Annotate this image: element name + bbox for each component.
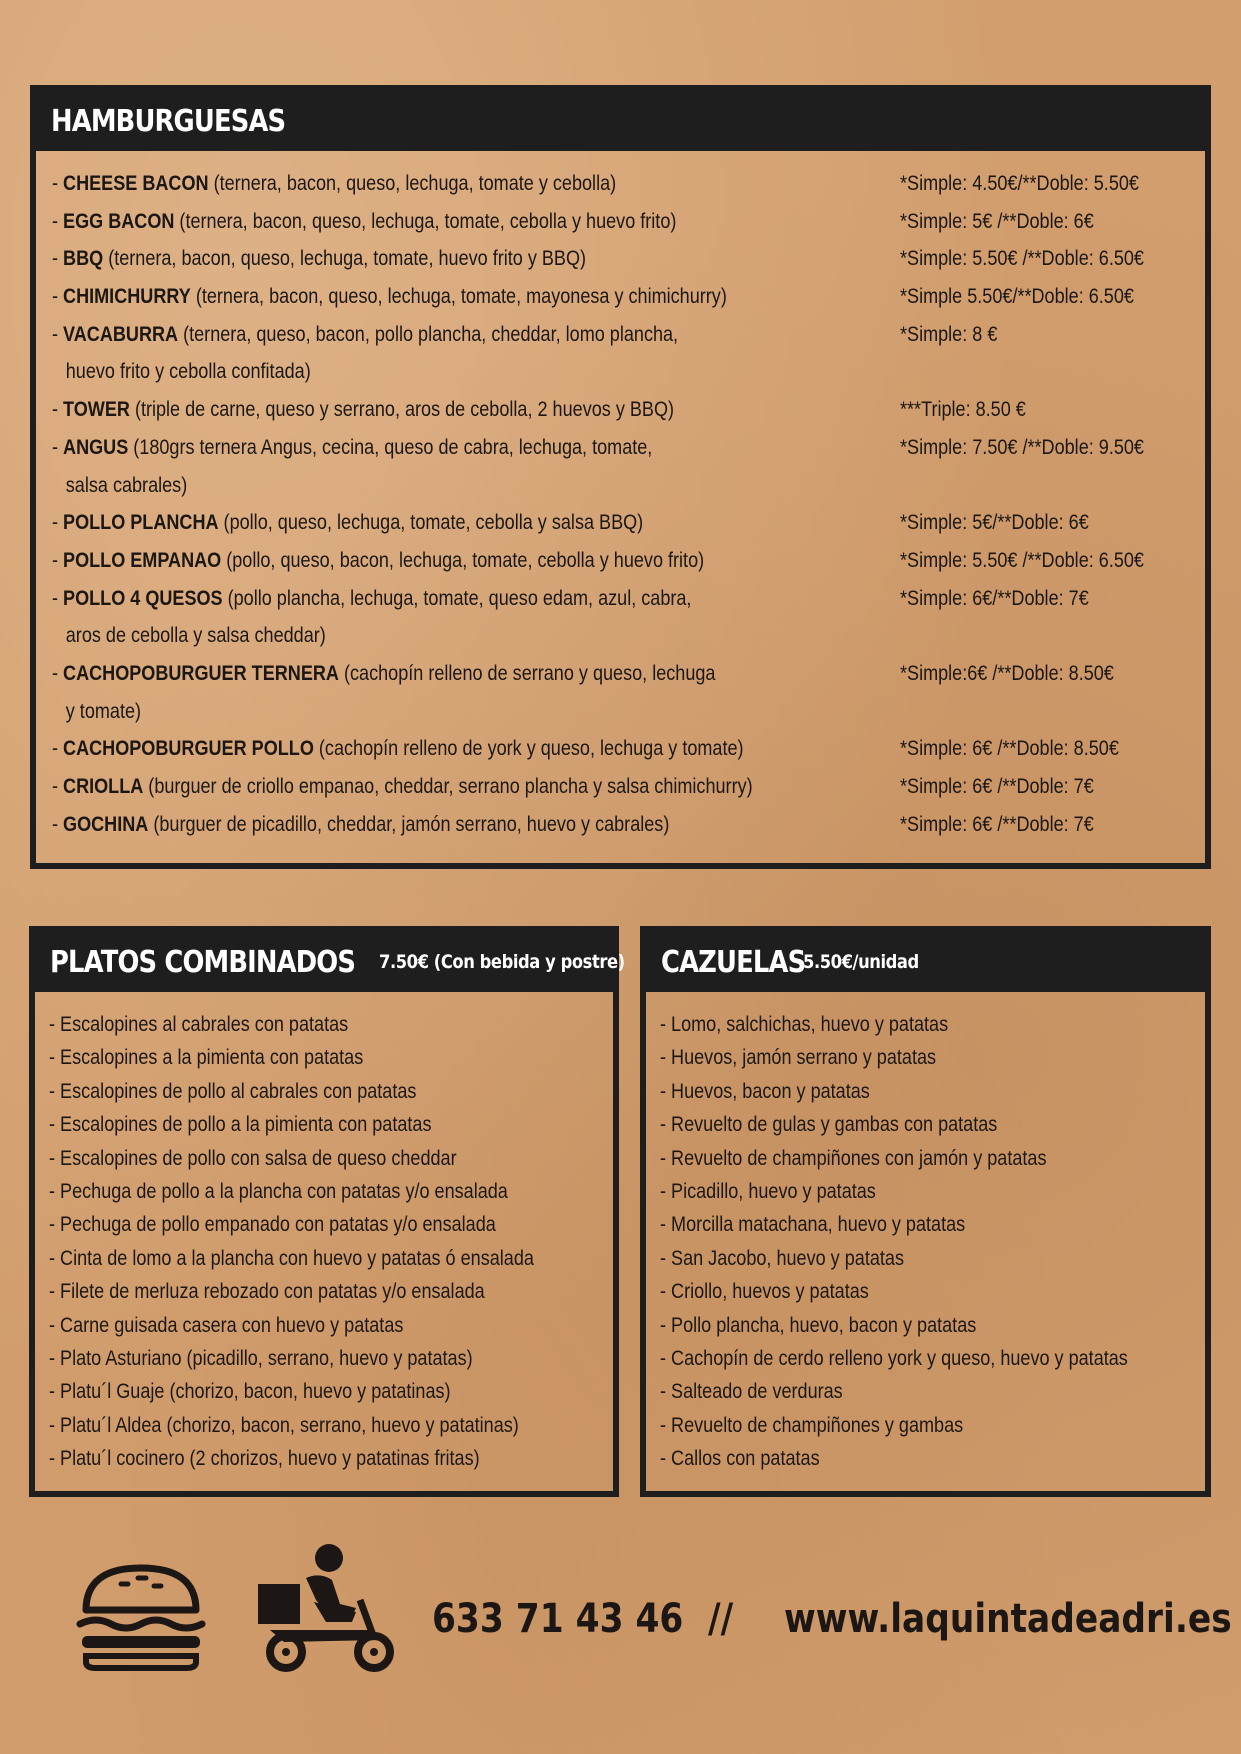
burger-item: [52, 504, 1205, 542]
combinados-price: 7.50€ (Con bebida y postre): [378, 951, 625, 973]
burger-name: CHEESE BACON: [63, 172, 209, 195]
burger-price: *Simple: 5€/**Doble: 6€: [900, 511, 1089, 535]
list-dash: -: [52, 775, 64, 799]
burger-description: [52, 542, 731, 580]
phone-number[interactable]: 633 71 43 46: [432, 1596, 684, 1642]
list-item: - Escalopines al cabrales con patatas: [49, 1013, 349, 1036]
burger-description: [52, 391, 731, 429]
list-item: - Revuelto de champiñones y gambas: [660, 1413, 964, 1437]
burger-description: [52, 240, 731, 278]
burger-ingredients: (ternera, bacon, queso, lechuga, tomate, huevo frito y BBQ): [103, 247, 587, 271]
burger-ingredients: (ternera, bacon, queso, lechuga, tomate y cebolla): [208, 172, 617, 195]
combinados-title: PLATOS COMBINADOS: [50, 944, 356, 980]
list-dash: -: [52, 322, 64, 346]
list-item: - Plato Asturiano (picadillo, serrano, huevo y patatas): [49, 1347, 473, 1371]
burger-item: [52, 768, 1205, 806]
list-item: - Criollo, huevos y patatas: [660, 1280, 869, 1304]
burgers-list: [36, 151, 1205, 843]
cazuelas-title: CAZUELAS: [661, 944, 806, 980]
combinados-panel: [29, 926, 625, 1497]
burger-item: [52, 203, 1205, 241]
footer: [0, 1540, 1241, 1690]
burger-name: VACABURRA: [63, 322, 179, 346]
burger-description: [52, 429, 731, 504]
burger-item: [52, 580, 1205, 655]
burger-description: [52, 580, 731, 655]
footer-separator: //: [708, 1596, 734, 1642]
burger-item: [52, 165, 1205, 203]
list-dash: -: [52, 812, 64, 836]
list-item: - Cinta de lomo a la plancha con huevo y patatas ó ensalada: [49, 1246, 534, 1270]
burger-description: [52, 203, 731, 241]
burger-name: POLLO 4 QUESOS: [63, 586, 223, 610]
burger-description: [52, 165, 731, 203]
list-item: - Revuelto de gulas y gambas con patatas: [660, 1113, 998, 1137]
burger-price: *Simple: 6€ /**Doble: 8.50€: [900, 737, 1119, 761]
list-dash: -: [52, 285, 64, 309]
list-dash: -: [52, 435, 64, 459]
list-item: - Escalopines a la pimienta con patatas: [49, 1046, 364, 1070]
list-dash: -: [52, 737, 64, 761]
list-item: - Salteado de verduras: [660, 1380, 843, 1404]
burger-ingredients: (triple de carne, queso y serrano, aros de cebolla, 2 huevos y BBQ): [129, 398, 675, 422]
burger-description: [52, 278, 731, 316]
list-dash: -: [52, 511, 64, 535]
list-item: - Pollo plancha, huevo, bacon y patatas: [660, 1313, 977, 1337]
website-link[interactable]: www.laquintadeadri.es: [784, 1596, 1232, 1642]
burger-ingredients-continued: y tomate): [65, 699, 142, 723]
burger-item: [52, 316, 1205, 391]
burger-item: [52, 278, 1205, 316]
cazuelas-header: [646, 932, 1205, 992]
burger-name: POLLO EMPANAO: [63, 548, 222, 572]
burger-price: *Simple: 5.50€ /**Doble: 6.50€: [900, 548, 1144, 572]
burger-price: *Simple: 5€ /**Doble: 6€: [900, 209, 1094, 233]
list-item: - Cachopín de cerdo relleno york y queso, huevo y patatas: [660, 1347, 1128, 1371]
burger-description: [52, 768, 753, 806]
list-dash: -: [52, 548, 64, 572]
burger-price: *Simple 5.50€/**Doble: 6.50€: [900, 285, 1134, 309]
list-dash: -: [52, 661, 64, 685]
burger-ingredients: (pollo, queso, bacon, lechuga, tomate, cebolla y huevo frito): [221, 548, 705, 572]
burger-price: *Simple: 6€ /**Doble: 7€: [900, 775, 1094, 799]
burger-name: CHIMICHURRY: [63, 285, 191, 309]
list-item: - Escalopines de pollo con salsa de queso cheddar: [49, 1146, 457, 1170]
burger-price: *Simple: 5.50€ /**Doble: 6.50€: [900, 247, 1144, 271]
burger-item: [52, 429, 1205, 504]
burger-description: [52, 316, 731, 391]
list-item: - Escalopines de pollo a la pimienta con patatas: [49, 1113, 432, 1137]
burger-ingredients: (ternera, queso, bacon, pollo plancha, cheddar, lomo plancha,: [178, 322, 679, 346]
burger-price: *Simple: 7.50€ /**Doble: 9.50€: [900, 435, 1144, 459]
combinados-header: [35, 932, 625, 992]
burger-name: CACHOPOBURGUER POLLO: [63, 737, 314, 761]
burgers-title: HAMBURGUESAS: [51, 103, 286, 139]
cazuelas-list: [646, 992, 1205, 1476]
burger-item: [52, 391, 1205, 429]
list-item: - Pechuga de pollo a la plancha con patatas y/o ensalada: [49, 1180, 508, 1204]
burger-ingredients: (burguer de criollo empanao, cheddar, serrano plancha y salsa chimichurry): [143, 775, 753, 799]
delivery-scooter-icon: [256, 1542, 396, 1672]
list-dash: -: [52, 209, 64, 233]
burger-price: *Simple: 6€/**Doble: 7€: [900, 586, 1089, 610]
list-item: - Huevos, jamón serrano y patatas: [660, 1046, 937, 1070]
burger-name: CACHOPOBURGUER TERNERA: [63, 661, 339, 685]
list-item: - Huevos, bacon y patatas: [660, 1079, 870, 1103]
burger-ingredients-continued: huevo frito y cebolla confitada): [65, 360, 311, 384]
burger-name: BBQ: [63, 247, 104, 271]
burger-ingredients: (burguer de picadillo, cheddar, jamón serrano, huevo y cabrales): [148, 812, 670, 836]
burger-description: [52, 504, 731, 542]
burger-description: [52, 806, 731, 844]
list-item: - Pechuga de pollo empanado con patatas y/o ensalada: [49, 1213, 496, 1237]
burger-name: CRIOLLA: [63, 775, 144, 799]
burger-ingredients: (ternera, bacon, queso, lechuga, tomate, cebolla y huevo frito): [174, 209, 677, 233]
burger-name: GOCHINA: [63, 812, 149, 836]
burger-description: [52, 730, 744, 768]
burger-item: [52, 655, 1205, 730]
list-item: - Revuelto de champiñones con jamón y patatas: [660, 1146, 1047, 1170]
list-item: - Lomo, salchichas, huevo y patatas: [660, 1013, 949, 1036]
burger-item: [52, 240, 1205, 278]
burger-ingredients: (cachopín relleno de york y queso, lechuga y tomate): [313, 737, 744, 761]
burger-price: *Simple: 6€ /**Doble: 7€: [900, 812, 1094, 836]
list-item: - Callos con patatas: [660, 1447, 820, 1471]
list-item: - San Jacobo, huevo y patatas: [660, 1246, 904, 1270]
list-dash: -: [52, 247, 64, 271]
burger-ingredients: (ternera, bacon, queso, lechuga, tomate, mayonesa y chimichurry): [190, 285, 727, 309]
list-item: - Platu´l Guaje (chorizo, bacon, huevo y patatinas): [49, 1380, 451, 1404]
burger-price: *Simple: 8 €: [900, 322, 998, 346]
burger-name: ANGUS: [63, 435, 129, 459]
burger-ingredients: (cachopín relleno de serrano y queso, lechuga: [338, 661, 716, 685]
list-item: - Filete de merluza rebozado con patatas y/o ensalada: [49, 1280, 485, 1304]
list-dash: -: [52, 586, 64, 610]
burger-item: [52, 730, 1205, 768]
burger-price: *Simple: 4.50€/**Doble: 5.50€: [900, 172, 1139, 195]
list-item: - Platu´l Aldea (chorizo, bacon, serrano, huevo y patatinas): [49, 1413, 519, 1437]
burger-ingredients: (180grs ternera Angus, cecina, queso de cabra, lechuga, tomate,: [128, 435, 653, 459]
cazuelas-panel: [640, 926, 1211, 1497]
list-dash: -: [52, 398, 64, 422]
burger-ingredients-continued: salsa cabrales): [65, 473, 188, 497]
burger-item: [52, 806, 1205, 844]
burger-name: EGG BACON: [63, 209, 175, 233]
list-item: - Carne guisada casera con huevo y patatas: [49, 1313, 404, 1337]
burger-ingredients: (pollo, queso, lechuga, tomate, cebolla y salsa BBQ): [218, 511, 644, 535]
burger-name: TOWER: [63, 398, 130, 422]
list-dash: -: [52, 172, 64, 195]
burger-ingredients: (pollo plancha, lechuga, tomate, queso edam, azul, cabra,: [222, 586, 692, 610]
burger-item: [52, 542, 1205, 580]
combinados-list: [35, 992, 613, 1476]
burger-ingredients-continued: aros de cebolla y salsa cheddar): [65, 624, 326, 648]
list-item: - Morcilla matachana, huevo y patatas: [660, 1213, 966, 1237]
burger-name: POLLO PLANCHA: [63, 511, 219, 535]
burger-icon: [76, 1562, 206, 1672]
burgers-header: [36, 91, 1205, 151]
cazuelas-price: 5.50€/unidad: [802, 951, 919, 973]
burger-description: [52, 655, 731, 730]
list-item: - Picadillo, huevo y patatas: [660, 1180, 876, 1204]
burger-price: *Simple:6€ /**Doble: 8.50€: [900, 661, 1114, 685]
list-item: - Escalopines de pollo al cabrales con patatas: [49, 1079, 417, 1103]
burger-price: ***Triple: 8.50 €: [900, 398, 1026, 422]
list-item: - Platu´l cocinero (2 chorizos, huevo y patatinas fritas): [49, 1447, 480, 1471]
burgers-panel: [30, 85, 1211, 869]
